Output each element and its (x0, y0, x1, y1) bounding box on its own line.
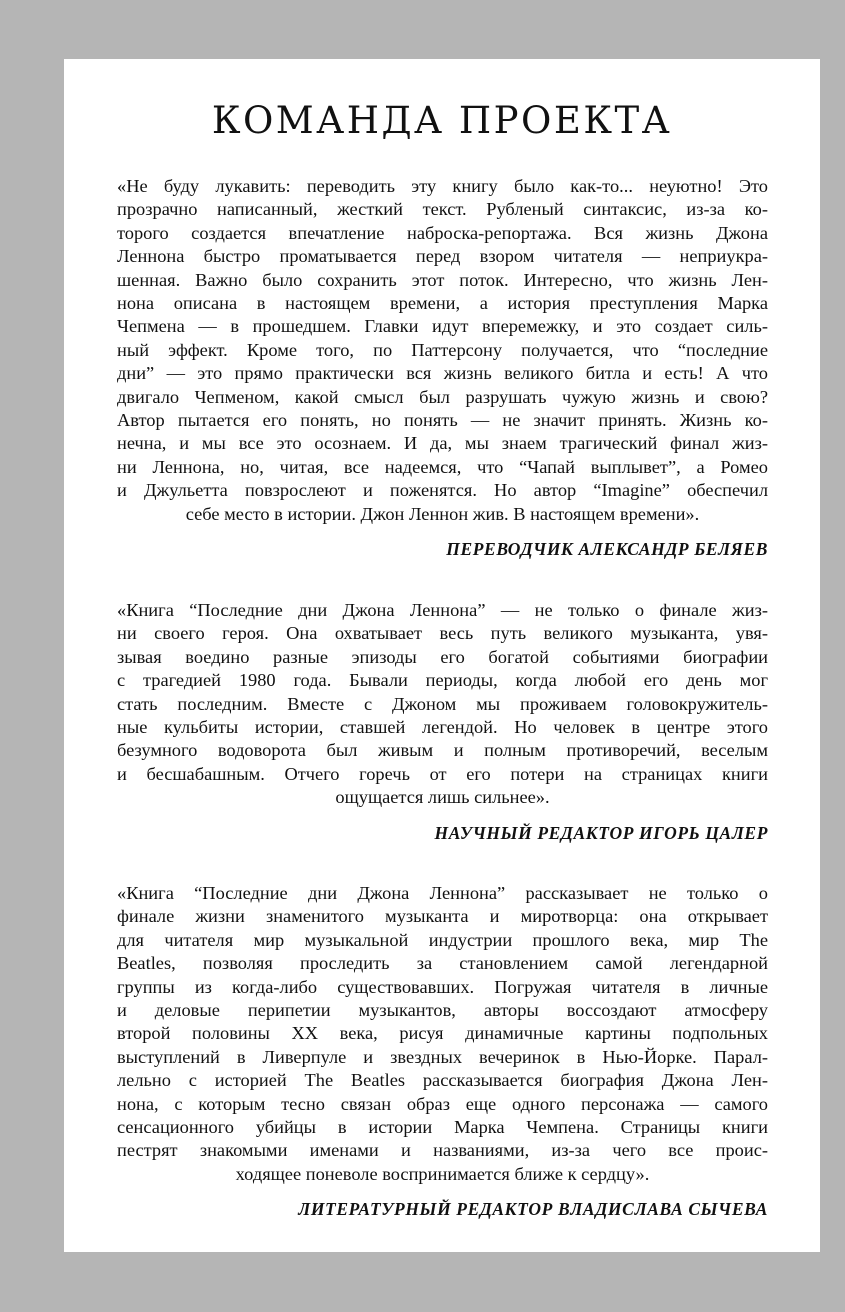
quote-line: «Книга “Последние дни Джона Леннона” — не только о финале жиз- (117, 600, 768, 620)
quote-line: Beatles, позволяя проследить за становлением самой легендарной (117, 953, 768, 974)
quote-attribution: НАУЧНЫЙ РЕДАКТОР ИГОРЬ ЦАЛЕР (434, 822, 768, 843)
quote-line: второй половины XX века, рисуя динамичные картины подпольных (117, 1023, 768, 1044)
quote-line: лельно с историей The Beatles рассказывается биография Джона Лен- (117, 1070, 768, 1091)
quote-block-translator (117, 175, 768, 561)
quote-text (117, 882, 768, 1186)
quote-line: финале жизни знаменитого музыканта и миротворца: она открывает (117, 906, 768, 927)
quote-line: Леннона быстро проматывается перед взором читателя — неприукра- (117, 246, 768, 267)
quote-line: ни Леннона, но, читая, все надеемся, что “Чапай выплывет”, а Ромео (117, 456, 768, 477)
quote-line: Чепмена — в прошедшем. Главки идут вперемежку, и это создает силь- (117, 316, 768, 337)
quote-attribution: ЛИТЕРАТУРНЫЙ РЕДАКТОР ВЛАДИСЛАВА СЫЧЕВА (298, 1199, 768, 1220)
quote-line: ные кульбиты истории, ставшей легендой. Но человек в центре этого (117, 717, 768, 738)
quote-line: для читателя мир музыкальной индустрии прошлого века, мир The (117, 929, 768, 950)
quote-block-literary-editor (117, 882, 768, 1221)
quote-line: безумного водоворота был живым и полным противоречий, веселым (117, 740, 768, 761)
quote-line: и бесшабашным. Отчего горечь от его потери на страницах книги (117, 763, 768, 784)
quote-attribution: ПЕРЕВОДЧИК АЛЕКСАНДР БЕЛЯЕВ (446, 539, 768, 560)
quote-line: сенсационного убийцы в истории Марка Чемпена. Страницы книги (117, 1117, 768, 1138)
quote-line: стать последним. Вместе с Джоном мы проживаем головокружитель- (117, 693, 768, 714)
quote-line: пестрят знакомыми именами и названиями, из-за чего все проис- (117, 1140, 768, 1161)
quote-line: себе место в истории. Джон Леннон жив. В настоящем времени». (185, 503, 700, 524)
quote-block-science-editor (117, 599, 768, 845)
quote-line: нона описана в настоящем времени, а история преступления Марка (117, 293, 768, 314)
quote-text (117, 599, 768, 810)
quote-line: шенная. Важно было сохранить этот поток. Интересно, что жизнь Лен- (117, 269, 768, 290)
quote-text (117, 175, 768, 526)
quote-line: нона, с которым тесно связан образ еще одного персонажа — самого (117, 1093, 768, 1114)
quote-line: «Книга “Последние дни Джона Леннона” рассказывает не только о (117, 883, 768, 903)
quote-line: ни своего героя. Она охватывает весь путь великого музыканта, увя- (117, 623, 768, 644)
quote-line: двигало Чепменом, какой смысл был разрушать чужую жизнь и свою? (117, 386, 768, 407)
quote-line: зывая воедино разные эпизоды его богатой событиями биографии (117, 646, 768, 667)
quote-line: группы из когда-либо существовавших. Погружая читателя в личные (117, 976, 768, 997)
quote-line: «Не буду лукавить: переводить эту книгу было как-то... неуютно! Это (117, 176, 768, 196)
quote-line: прозрачно написанный, жесткий текст. Рубленый синтаксис, из-за ко- (117, 199, 768, 220)
quote-line: и Джульетта повзрослеют и поженятся. Но автор “Imagine” обеспечил (117, 480, 768, 501)
book-page (64, 59, 820, 1252)
quote-line: выступлений в Ливерпуле и звездных вечеринок в Нью-Йорке. Парал- (117, 1046, 768, 1067)
quote-line: нечна, и мы все это осознаем. И да, мы знаем трагический финал жиз- (117, 433, 768, 454)
quote-line: и деловые перипетии музыкантов, авторы воссоздают атмосферу (117, 1000, 768, 1021)
quote-line: с трагедией 1980 года. Бывали периоды, когда любой его день мог (117, 670, 768, 691)
page-title: КОМАНДА ПРОЕКТА (211, 99, 673, 142)
quote-line: ощущается лишь сильнее». (335, 787, 550, 808)
quote-line: Автор пытается его понять, но понять — не значит принять. Жизнь ко- (117, 410, 768, 431)
quote-line: торого создается впечатление наброска-репортажа. Вся жизнь Джона (117, 222, 768, 243)
quote-line: дни” — это прямо практически вся жизнь великого битла и есть! А что (117, 363, 768, 384)
quote-line: ный эффект. Кроме того, по Паттерсону получается, что “последние (117, 339, 768, 360)
quote-line: ходящее поневоле воспринимается ближе к сердцу». (235, 1163, 650, 1184)
